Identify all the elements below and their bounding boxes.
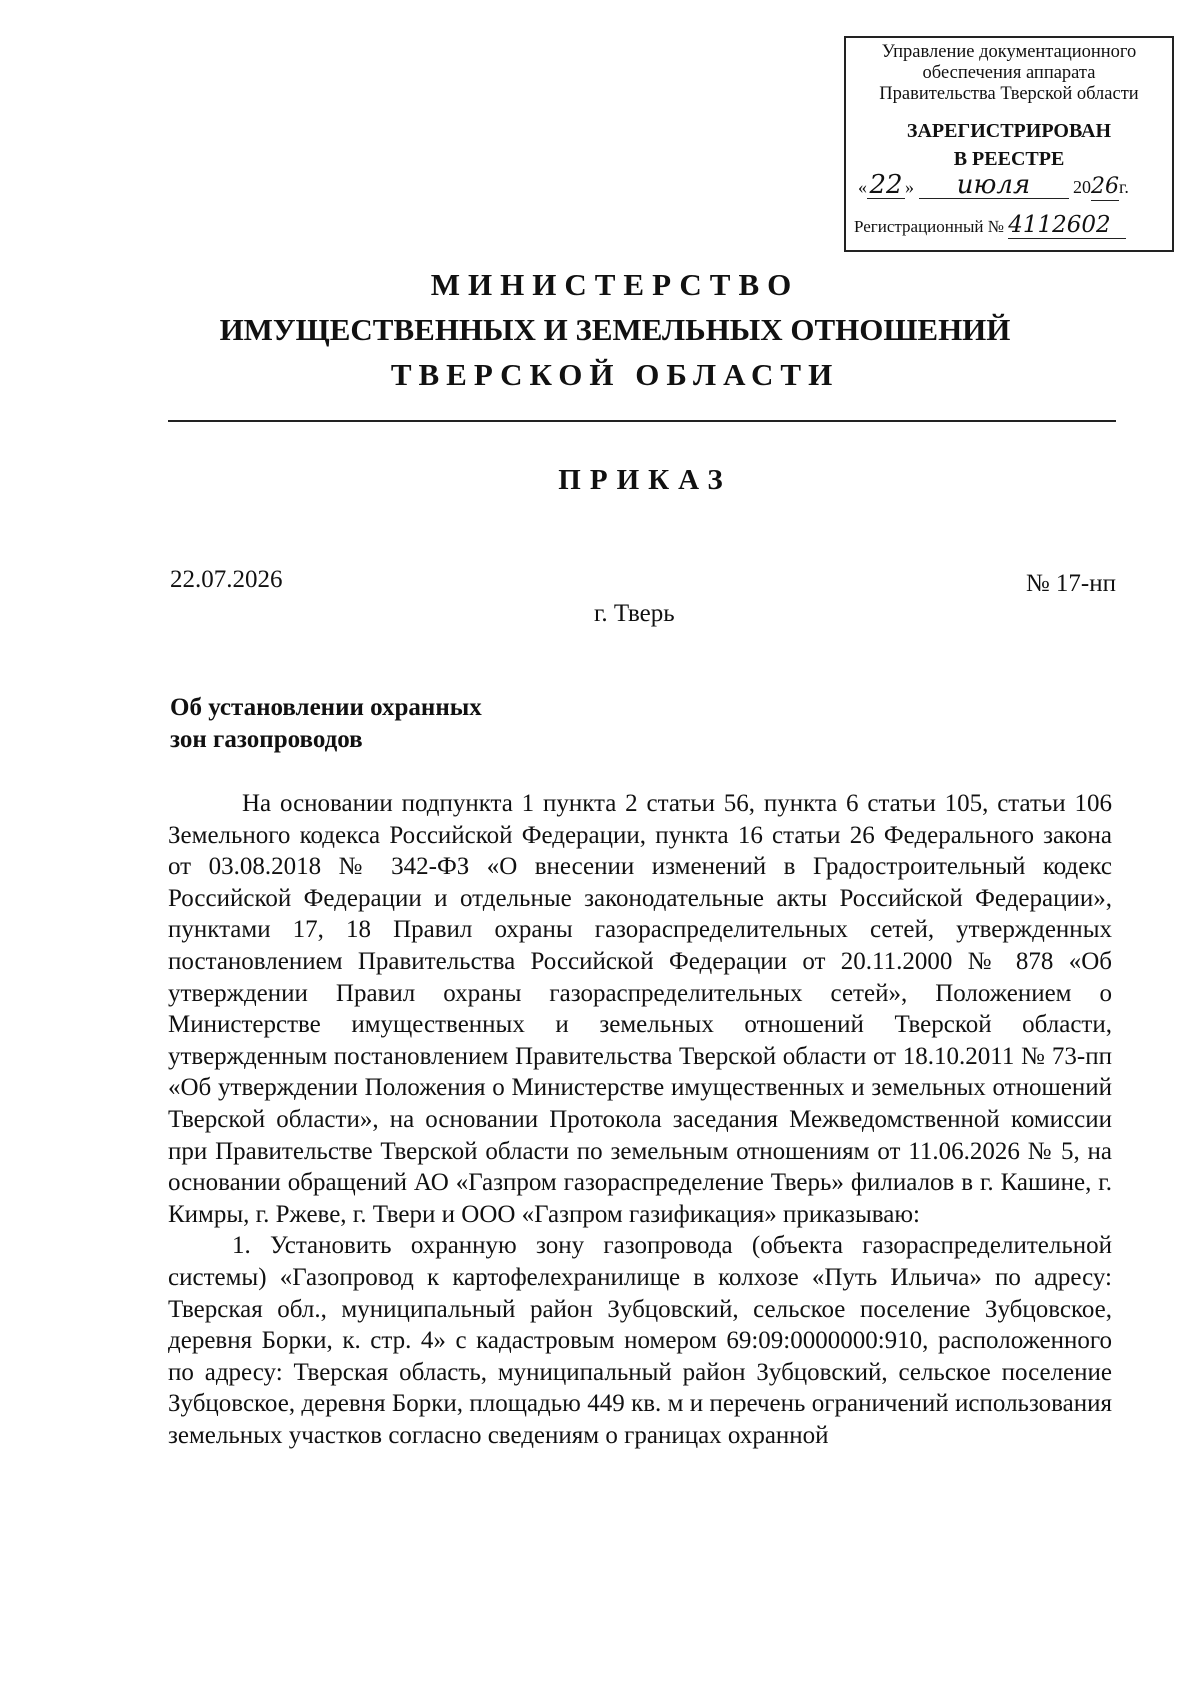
stamp-reg-number-value: 4112602: [1008, 212, 1126, 239]
stamp-registered-line: В РЕЕСТРЕ: [953, 148, 1065, 170]
ministry-heading-line: ИМУЩЕСТВЕННЫХ И ЗЕМЕЛЬНЫХ ОТНОШЕНИЙ: [219, 312, 1011, 347]
document-city: г. Тверь: [594, 600, 675, 627]
document-type-title: ПРИКАЗ: [558, 464, 732, 496]
ministry-heading-line: ТВЕРСКОЙ ОБЛАСТИ: [390, 357, 840, 392]
subject-line: Об установлении охранных: [170, 694, 482, 721]
stamp-date-day: 22: [867, 172, 905, 199]
registration-stamp: [844, 36, 1174, 252]
stamp-dept-line: Управление документационного: [881, 42, 1137, 62]
stamp-date-month: июля: [919, 172, 1069, 199]
document-date: 22.07.2026: [170, 566, 283, 593]
stamp-reg-number-label: Регистрационный №: [854, 217, 1004, 236]
stamp-dept-line: обеспечения аппарата: [922, 63, 1096, 83]
document-number: № 17-нп: [1025, 570, 1116, 597]
stamp-reg-number: [854, 212, 1126, 239]
stamp-date-year-prefix: 20: [1073, 177, 1091, 197]
stamp-registered-line: ЗАРЕГИСТРИРОВАН: [906, 120, 1112, 142]
header-divider: [168, 420, 1116, 422]
stamp-department: [846, 42, 1172, 105]
document-body: [168, 788, 1112, 1451]
stamp-date: «22 » июля 2026г.: [858, 170, 1129, 200]
document-subject: [170, 692, 482, 756]
preamble-paragraph: На основании подпункта 1 пункта 2 статьи 56, пункта 6 статьи 105, статьи 106 Земельного кодекса Российской Федерации, пункта 16 статьи 26 Федерального закона от 03.08.2018 № 342-ФЗ «О внесении изменений в Градостроительный кодекс Российской Федерации и отдельные законодательные акты Российской Федерации», пунктами 17, 18 Правил охраны газораспределительных сетей, утвержденных постановлением Правительства Российской Федерации от 20.11.2000 № 878 «Об утверждении Правил охраны газораспределительных сетей», Положением о Министерстве имущественных и земельных отношений Тверской области, утвержденным постановлением Правительства Тверской области от 18.10.2011 № 73-пп «Об утверждении Положения о Министерстве имущественных и земельных отношений Тверской области», на основании Протокола заседания Межведомственной комиссии при Правительстве Тверской области по земельным отношениям от 11.06.2026 № 5, на основании обращений АО «Газпром газораспределение Тверь» филиалов в г. Кашине, г. Кимры, г. Ржеве, г. Твери и ООО «Газпром газификация» приказываю:: [168, 790, 1112, 1228]
stamp-date-year-unit: г.: [1119, 177, 1129, 197]
stamp-dept-line: Правительства Тверской области: [879, 84, 1139, 104]
ministry-heading: [150, 262, 1080, 397]
stamp-registered-title: [846, 117, 1172, 173]
ministry-heading-line: МИНИСТЕРСТВО: [430, 267, 800, 302]
order-item-1: 1. Установить охранную зону газопровода (объекта газораспределительной системы) «Газопровод к картофелехранилище в колхозе «Путь Ильича» по адресу: Тверская обл., муниципальный район Зубцовский, сельское поселение Зубцовское, деревня Борки, к. стр. 4» с кадастровым номером 69:09:0000000:910, расположенного по адресу: Тверская область, муниципальный район Зубцовский, сельское поселение Зубцовское, деревня Борки, площадью 449 кв. м и перечень ограничений использования земельных участков согласно сведениям о границах охранной: [168, 1232, 1112, 1449]
subject-line: зон газопроводов: [170, 726, 363, 753]
stamp-date-year-suffix: 26: [1091, 174, 1119, 199]
